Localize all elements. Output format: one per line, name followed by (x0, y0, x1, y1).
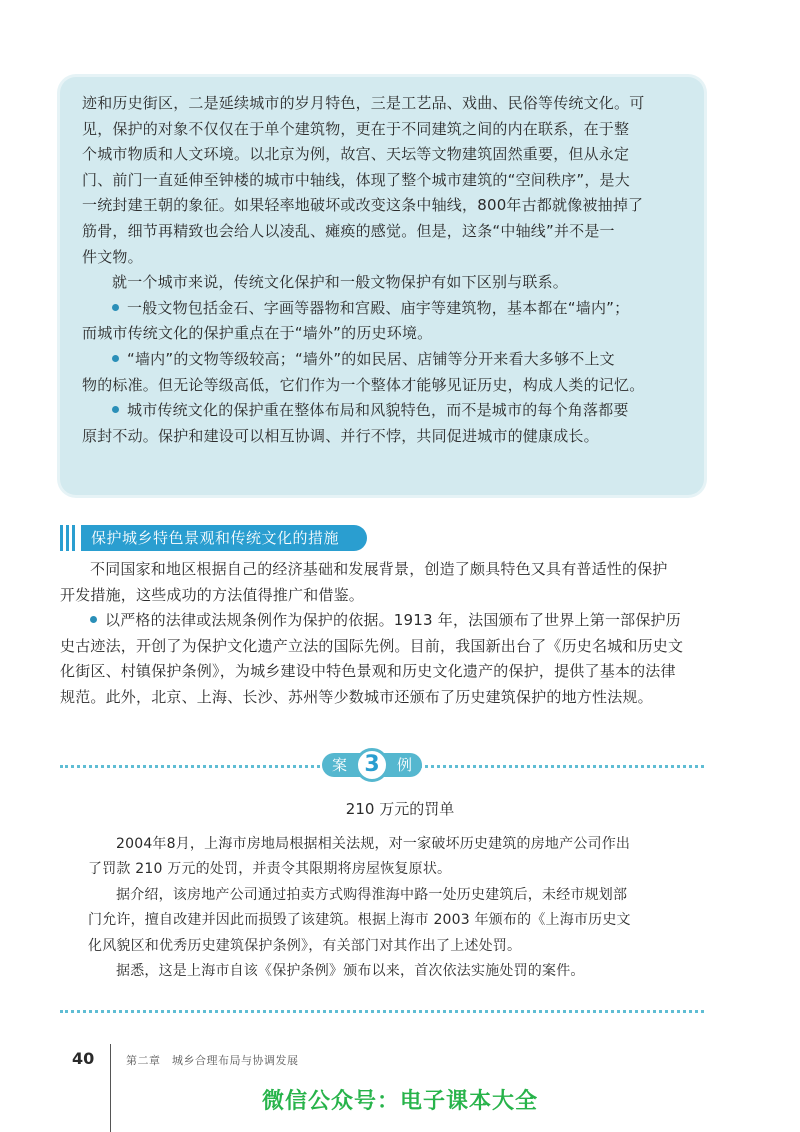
info-line: 筋骨，细节再精致也会给人以凌乱、瘫痪的感觉。但是，这条“中轴线”并不是一 (82, 221, 615, 240)
chapter-title: 第二章 城乡合理布局与协调发展 (126, 1054, 299, 1067)
info-line: 门、前门一直延伸至钟楼的城市中轴线，体现了整个城市建筑的“空间秩序”，是大 (82, 170, 630, 189)
section-title: 保护城乡特色景观和传统文化的措施 (81, 525, 367, 551)
case-label-left: 案 (322, 753, 361, 777)
info-line: 一统封建王朝的象征。如果轻率地破坏或改变这条中轴线，800年古都就像被抽掉了 (82, 196, 644, 215)
body-bullet-text: 以严格的法律或法规条例作为保护的依据。1913 年，法国颁布了世界上第一部保护历 (105, 611, 681, 630)
body-line: 不同国家和地区根据自己的经济基础和发展背景，创造了颇具特色又具有普适性的保护 (90, 560, 668, 578)
body-bullet (60, 608, 704, 634)
case-line: 化风貌区和优秀历史建筑保护条例》，有关部门对其作出了上述处罚。 (88, 937, 522, 954)
page-number: 40 (72, 1049, 95, 1068)
info-bullet-text: 一般文物包括金石、字画等器物和宫殿、庙宇等建筑物，基本都在“墙内”； (127, 298, 630, 317)
info-bullet-text: 城市传统文化的保护重在整体布局和风貌特色，而不是城市的每个角落都要 (127, 401, 629, 420)
case-line: 2004年8月，上海市房地局根据相关法规，对一家破坏历史建筑的房地产公司作出 (116, 836, 631, 852)
body-line: 化街区、村镇保护条例》，为城乡建设中特色景观和历史文化遗产的保护，提供了基本的法律 (60, 662, 676, 681)
bullet-dot-icon (90, 616, 97, 623)
section-heading (60, 525, 430, 551)
info-bullet-cont: 原封不动。保护和建设可以相互协调、并行不悖，共同促进城市的健康成长。 (82, 426, 599, 445)
bullet-dot-icon (112, 304, 119, 311)
case-line: 据介绍，该房地产公司通过拍卖方式购得淮海中路一处历史建筑后，未经市规划部 (116, 886, 628, 903)
case-body (88, 832, 700, 984)
body-line: 开发措施，这些成功的方法值得推广和借鉴。 (60, 585, 365, 604)
info-line: 见，保护的对象不仅仅在于单个建筑物，更在于不同建筑之间的内在联系，在于整 (82, 119, 630, 138)
case-line: 门允许，擅自改建并因此而损毁了该建筑。根据上海市 2003 年颁布的《上海市历史文 (88, 912, 631, 929)
info-box-content (82, 91, 682, 449)
info-intro: 就一个城市来说，传统文化保护和一般文物保护有如下区别与联系。 (112, 273, 569, 292)
info-bullet (82, 398, 682, 424)
info-bullet (82, 347, 682, 373)
case-line: 了罚款 210 万元的处罚，并责令其限期将房屋恢复原状。 (88, 861, 452, 878)
info-bullet (82, 296, 682, 322)
section-body (60, 557, 704, 711)
heading-bars-icon (60, 525, 75, 551)
info-bullet-text: “墙内”的文物等级较高；“墙外”的如民居、店铺等分开来看大多够不上文 (127, 349, 615, 368)
watermark-text: 微信公众号：电子课本大全 (261, 1089, 538, 1114)
case-line: 据悉，这是上海市自该《保护条例》颁布以来，首次依法实施处罚的案件。 (116, 963, 585, 980)
info-bullet-cont: 而城市传统文化的保护重点在于“墙外”的历史环境。 (82, 324, 433, 343)
case-label-right: 例 (383, 753, 422, 777)
case-badge (322, 748, 422, 782)
bullet-dot-icon (112, 355, 119, 362)
case-number: 3 (355, 748, 389, 782)
info-line: 件文物。 (82, 247, 143, 266)
info-box (60, 77, 704, 495)
bullet-dot-icon (112, 406, 119, 413)
case-bottom-divider (60, 1010, 704, 1013)
info-bullet-cont: 物的标准。但无论等级高低，它们作为一个整体才能够见证历史，构成人类的记忆。 (82, 375, 645, 394)
case-title: 210 万元的罚单 (345, 800, 455, 818)
body-line: 规范。此外，北京、上海、长沙、苏州等少数城市还颁布了历史建筑保护的地方性法规。 (60, 687, 653, 706)
info-line: 个城市物质和人文环境。以北京为例，故宫、天坛等文物建筑固然重要，但从永定 (82, 145, 630, 164)
body-line: 史古迹法，开创了为保护文化遗产立法的国际先例。目前，我国新出台了《历史名城和历史文 (60, 636, 684, 655)
info-line: 迹和历史街区，二是延续城市的岁月特色，三是工艺品、戏曲、民俗等传统文化。可 (82, 94, 645, 112)
